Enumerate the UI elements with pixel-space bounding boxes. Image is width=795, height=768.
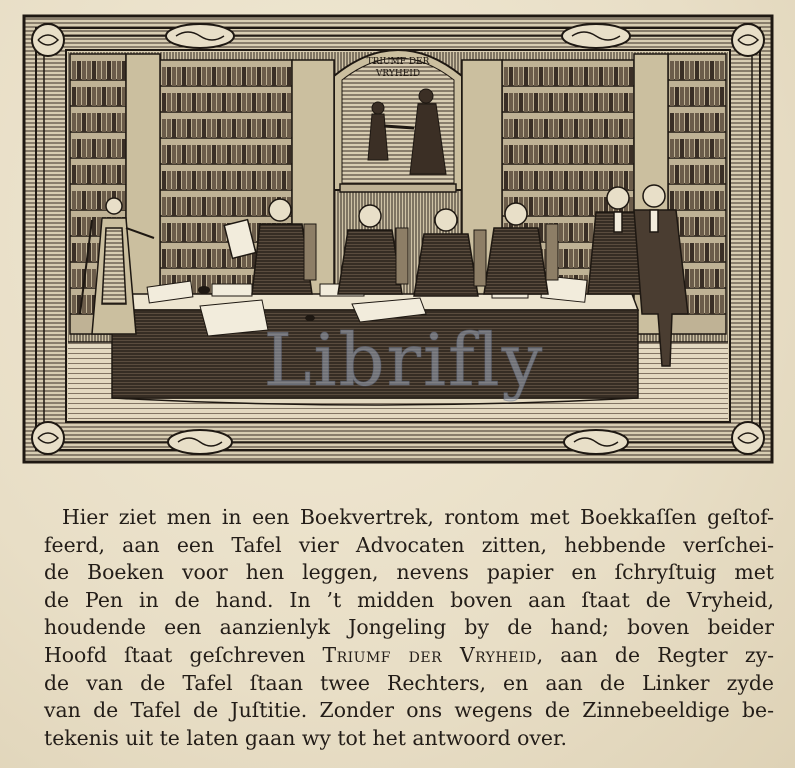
caption-line-8: van de Tafel de Juſtitie. Zonder ons wegens de Zinnebeeldige be- [44, 698, 774, 723]
caption-paragraph [44, 504, 774, 752]
engraving-plate [22, 14, 774, 464]
caption-line-2: feerd, aan een Tafel vier Advocaten zitten, hebbende verſchei- [44, 532, 774, 557]
inscription-line-2: VRYHEID [375, 69, 421, 79]
caption-line-6 [44, 642, 774, 670]
caption-line-7: de van de Tafel ſtaan twee Rechters, en aan de Linker zyde [44, 670, 774, 695]
caption-line-9: tekenis uit te laten gaan wy tot het antwoord over. [44, 725, 567, 750]
caption-line-5: houdende een aanzienlyk Jongeling by de hand; boven beider [44, 615, 774, 640]
caption-line-3: de Boeken voor hen leggen, nevens papier en ſchryſtuig met [44, 560, 774, 585]
caption-line-4: de Pen in de hand. In ’t midden boven aan ſtaat de Vryheid, [44, 587, 774, 612]
caption-line-6-pre: Hoofd ſtaat geſchreven [44, 642, 306, 667]
caption-small-caps-title: Triumf der Vryheid [322, 642, 537, 667]
caption-line-6-post: , aan de Regter zy- [536, 642, 775, 667]
caption-line-1: Hier ziet men in een Boekvertrek, rontom met Boekkaſſen geſtof- [62, 505, 774, 529]
watermark: Librifly [263, 318, 545, 402]
inscription-line-1: TRIUMF DER [366, 57, 430, 67]
